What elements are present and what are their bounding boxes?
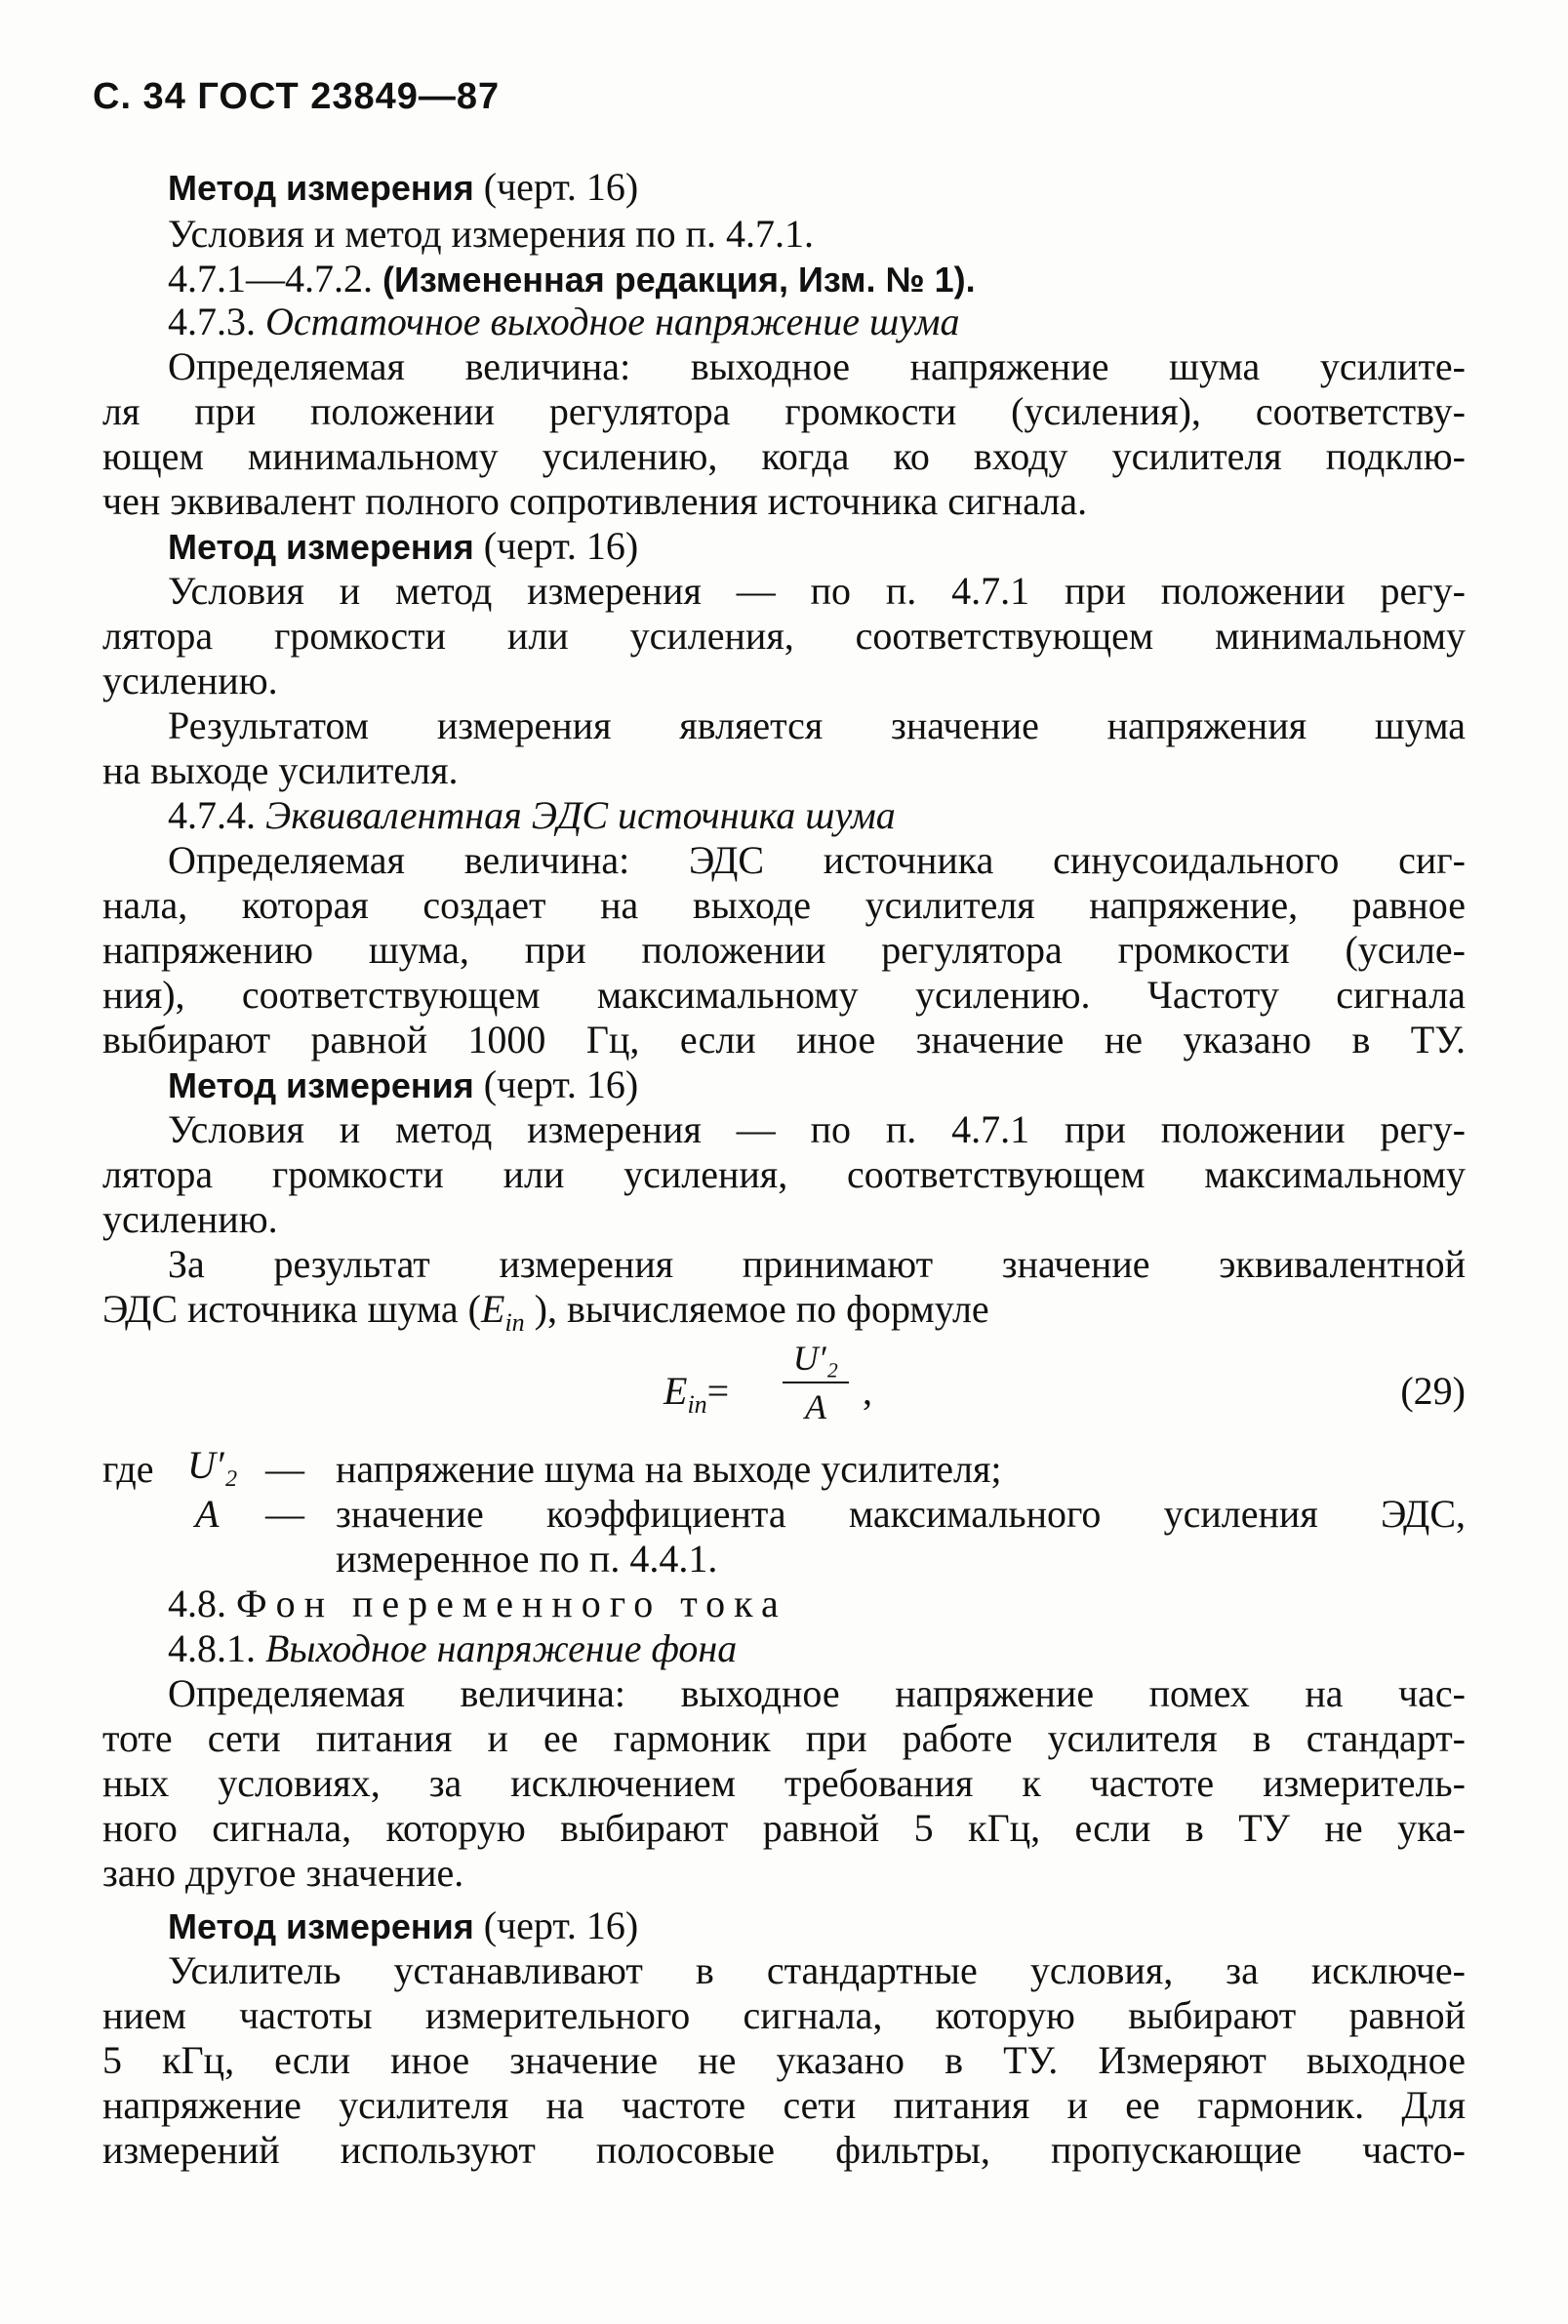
formula-comma: , bbox=[863, 1369, 872, 1413]
text-line: усилению. bbox=[102, 1197, 278, 1241]
text-line: 5 кГц, если иное значение не указано в ТУ. Измеряют выходное bbox=[102, 2038, 1466, 2082]
text-line: лятора громкости или усиления, соответствующем максимальному bbox=[102, 1152, 1466, 1196]
text-line: Условия и метод измерения — по п. 4.7.1 при положении регу- bbox=[168, 569, 1466, 613]
text-line: ющем минимальному усилению, когда ко входу усилителя подклю- bbox=[102, 434, 1466, 478]
text-line: зано другое значение. bbox=[102, 1851, 464, 1895]
fraction-bar bbox=[783, 1382, 849, 1383]
where-term: A bbox=[195, 1492, 220, 1536]
text-line: выбирают равной 1000 Гц, если иное значение не указано в ТУ. bbox=[102, 1018, 1466, 1062]
text-line: измерений используют полосовые фильтры, пропускающие часто- bbox=[102, 2128, 1466, 2172]
text-line: Условия и метод измерения по п. 4.7.1. bbox=[168, 212, 815, 256]
revision-note: 4.7.1—4.7.2. (Измененная редакция, Изм. № 1). bbox=[168, 257, 976, 301]
text-line: на выходе усилителя. bbox=[102, 748, 459, 792]
text-line: нием частоты измерительного сигнала, которую выбирают равной bbox=[102, 1993, 1466, 2037]
section-title-4-7-4: 4.7.4. Эквивалентная ЭДС источника шума bbox=[168, 793, 896, 837]
formula-numerator: U′₂ bbox=[792, 1339, 839, 1378]
method-heading: Метод измерения (черт. 16) bbox=[168, 524, 639, 568]
text-line: Определяемая величина: выходное напряжение помех на час- bbox=[168, 1671, 1466, 1715]
text-line: тоте сети питания и ее гармоник при работе усилителя в стандарт- bbox=[102, 1716, 1466, 1760]
formula-denominator: A bbox=[805, 1387, 826, 1426]
text-line: ного сигнала, которую выбирают равной 5 кГц, если в ТУ не ука- bbox=[102, 1806, 1466, 1850]
text-line-with-symbol: ЭДС источника шума ($E_{in}$ ), вычисляемое по формуле bbox=[102, 1287, 989, 1337]
text-line: Результатом измерения является значение напряжения шума bbox=[168, 703, 1466, 747]
where-term: U′₂ bbox=[187, 1443, 238, 1487]
formula-29 bbox=[663, 1337, 956, 1444]
text-line: ния), соответствующем максимальному усилению. Частоту сигнала bbox=[102, 973, 1466, 1017]
where-definition: напряжение шума на выходе усилителя; bbox=[336, 1447, 1002, 1491]
where-dash: — bbox=[265, 1447, 304, 1491]
text-line: Усилитель устанавливают в стандартные условия, за исключе- bbox=[168, 1948, 1466, 1992]
formula-fraction bbox=[779, 1337, 853, 1428]
where-definition: значение коэффициента максимального усиления ЭДС, bbox=[336, 1492, 1466, 1536]
text-line: За результат измерения принимают значение эквивалентной bbox=[168, 1242, 1466, 1286]
where-definition: измеренное по п. 4.4.1. bbox=[336, 1537, 718, 1581]
text-line: лятора громкости или усиления, соответствующем минимальному bbox=[102, 614, 1466, 658]
text-line: Определяемая величина: выходное напряжение шума усилите- bbox=[168, 344, 1466, 388]
where-label: где bbox=[102, 1447, 154, 1491]
where-dash: — bbox=[265, 1492, 304, 1536]
text-line: ля при положении регулятора громкости (усиления), соответству- bbox=[102, 389, 1466, 433]
method-heading: Метод измерения (черт. 16) bbox=[168, 1062, 639, 1106]
text-line: ных условиях, за исключением требования к частоте измеритель- bbox=[102, 1761, 1466, 1805]
text-line: напряжению шума, при положении регулятора громкости (усиле- bbox=[102, 928, 1466, 972]
formula-lhs: $E_{in}=$ bbox=[663, 1369, 730, 1419]
page-header: С. 34 ГОСТ 23849—87 bbox=[93, 76, 501, 117]
text-line: чен эквивалент полного сопротивления источника сигнала. bbox=[102, 479, 1088, 523]
text-line: напряжение усилителя на частоте сети питания и ее гармоник. Для bbox=[102, 2083, 1466, 2127]
section-title-4-8: 4.8. Фон переменного тока bbox=[168, 1582, 787, 1625]
text-line: нала, которая создает на выходе усилителя напряжение, равное bbox=[102, 883, 1466, 927]
text-line: Определяемая величина: ЭДС источника синусоидального сиг- bbox=[168, 838, 1466, 882]
text-line: Условия и метод измерения — по п. 4.7.1 при положении регу- bbox=[168, 1107, 1466, 1151]
method-heading: Метод измерения (черт. 16) bbox=[168, 165, 639, 209]
method-heading: Метод измерения (черт. 16) bbox=[168, 1903, 639, 1947]
text-line: усилению. bbox=[102, 659, 278, 702]
section-title-4-7-3: 4.7.3. Остаточное выходное напряжение шума bbox=[168, 300, 960, 343]
section-title-4-8-1: 4.8.1. Выходное напряжение фона bbox=[168, 1626, 738, 1670]
equation-number: (29) bbox=[1400, 1369, 1466, 1413]
